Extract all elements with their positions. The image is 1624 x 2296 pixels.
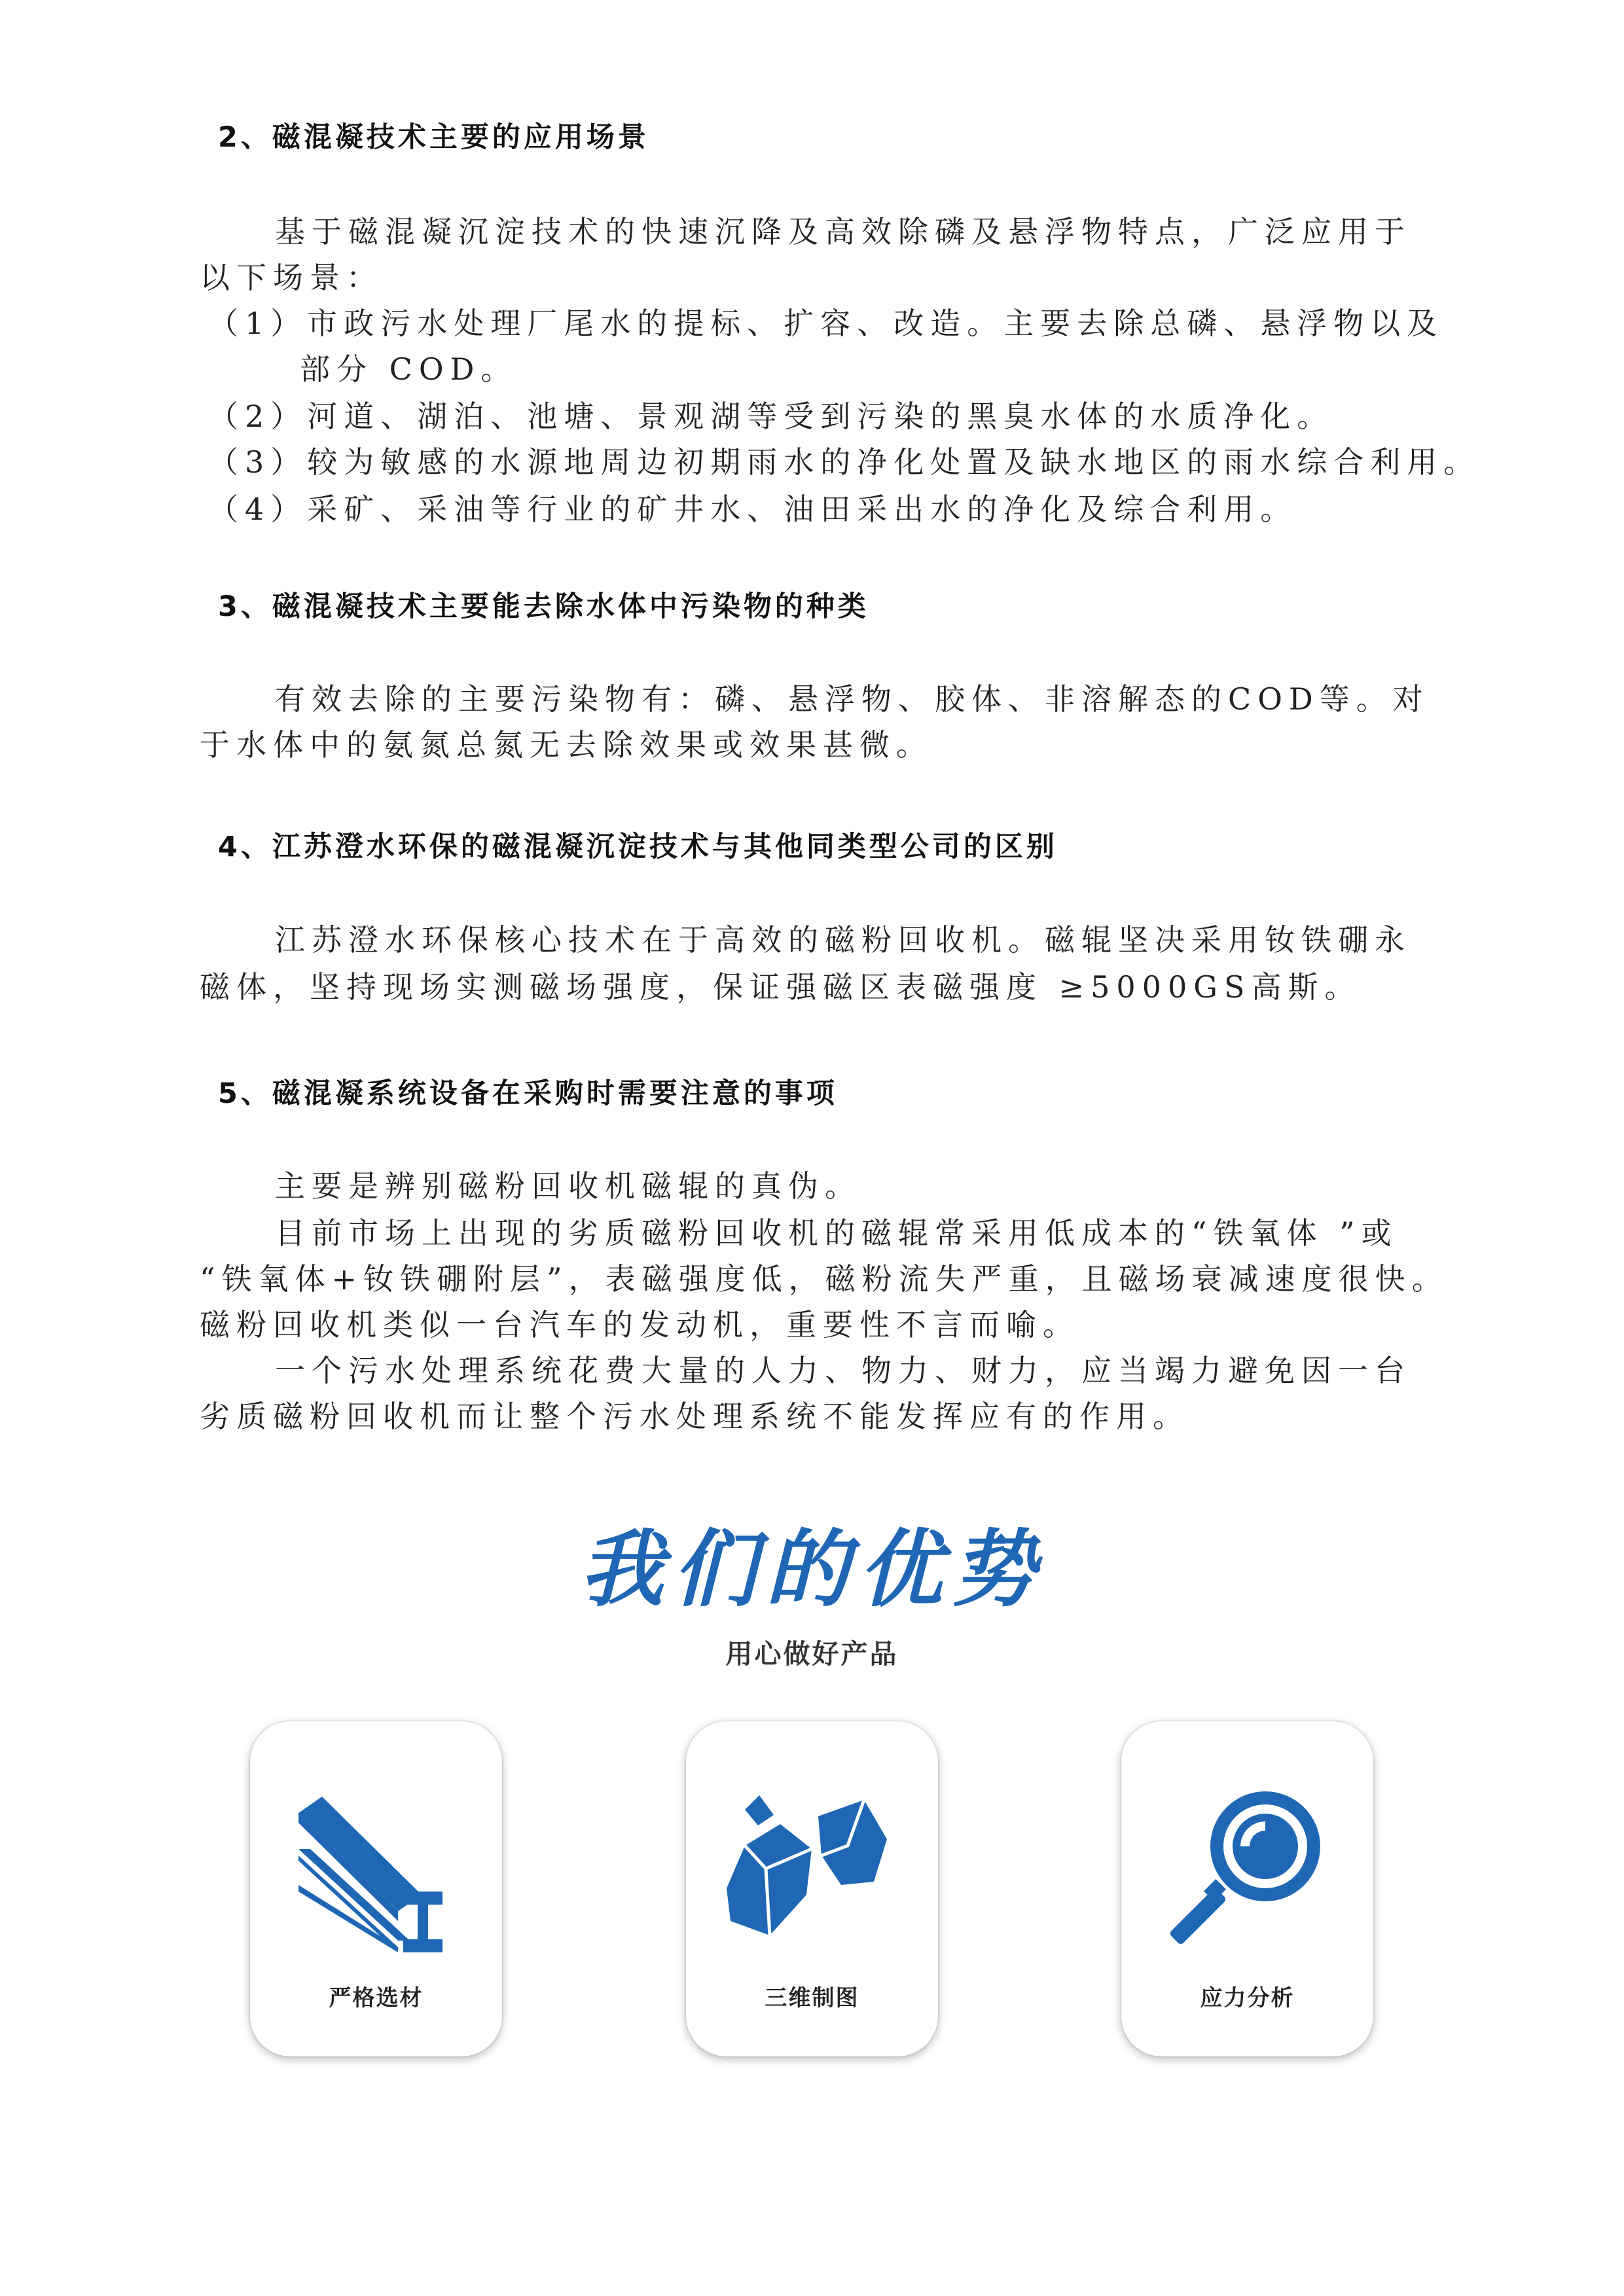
section-2-item-2: （2）河道、湖泊、池塘、景观湖等受到污染的黑臭水体的水质净化。 bbox=[208, 399, 1334, 434]
section-2-heading: 2、磁混凝技术主要的应用场景 bbox=[218, 121, 649, 154]
steel-beam-icon bbox=[291, 1784, 461, 1954]
3d-blocks-icon bbox=[727, 1784, 897, 1954]
section-3-line-2: 于水体中的氨氮总氮无去除效果或效果甚微。 bbox=[200, 727, 933, 762]
section-2-item-1: （1）市政污水处理厂尾水的提标、扩容、改造。主要去除总磷、悬浮物以及 bbox=[208, 306, 1444, 341]
advantage-label-stress: 应力分析 bbox=[1200, 1985, 1295, 2011]
section-2-item-3: （3）较为敏感的水源地周边初期雨水的净化处置及缺水地区的雨水综合利用。 bbox=[208, 444, 1481, 480]
advantage-card-stress bbox=[1121, 1721, 1373, 2056]
section-5-line-3: “铁氧体+钕铁硼附层”，表磁强度低，磁粉流失严重，且磁场衰减速度很快。 bbox=[200, 1261, 1449, 1297]
advantages-title: 我们的优势 bbox=[579, 1521, 1045, 1619]
section-4-line-1: 江苏澄水环保核心技术在于高效的磁粉回收机。磁辊坚决采用钕铁硼永 bbox=[275, 922, 1411, 958]
advantage-card-material bbox=[250, 1721, 502, 2056]
advantage-label-material: 严格选材 bbox=[329, 1985, 424, 2011]
section-5-line-6: 劣质磁粉回收机而让整个污水处理系统不能发挥应有的作用。 bbox=[200, 1399, 1189, 1434]
section-5-line-2: 目前市场上出现的劣质磁粉回收机的磁辊常采用低成本的“铁氧体 ”或 bbox=[275, 1215, 1398, 1251]
section-3-heading: 3、磁混凝技术主要能去除水体中污染物的种类 bbox=[218, 590, 869, 623]
advantages-subtitle: 用心做好产品 bbox=[725, 1638, 899, 1670]
magnifier-icon bbox=[1162, 1784, 1332, 1954]
section-2-line-1: 基于磁混凝沉淀技术的快速沉降及高效除磷及悬浮物特点，广泛应用于 bbox=[275, 214, 1411, 249]
section-4-line-2: 磁体，坚持现场实测磁场强度，保证强磁区表磁强度 ≥5000GS高斯。 bbox=[200, 969, 1362, 1005]
section-5-line-5: 一个污水处理系统花费大量的人力、物力、财力，应当竭力避免因一台 bbox=[275, 1353, 1411, 1388]
section-2-item-1-cont: 部分 COD。 bbox=[300, 351, 518, 387]
advantage-label-3d: 三维制图 bbox=[765, 1985, 859, 2011]
section-3-line-1: 有效去除的主要污染物有：磷、悬浮物、胶体、非溶解态的COD等。对 bbox=[275, 681, 1430, 717]
section-4-heading: 4、江苏澄水环保的磁混凝沉淀技术与其他同类型公司的区别 bbox=[218, 831, 1058, 863]
advantage-card-3d bbox=[686, 1721, 938, 2056]
section-2-line-2: 以下场景： bbox=[200, 260, 383, 295]
section-5-line-4: 磁粉回收机类似一台汽车的发动机，重要性不言而喻。 bbox=[200, 1307, 1079, 1342]
section-5-heading: 5、磁混凝系统设备在采购时需要注意的事项 bbox=[218, 1077, 838, 1110]
section-5-line-1: 主要是辨别磁粉回收机磁辊的真伪。 bbox=[275, 1168, 861, 1204]
section-2-item-4: （4）采矿、采油等行业的矿井水、油田采出水的净化及综合利用。 bbox=[208, 492, 1297, 527]
